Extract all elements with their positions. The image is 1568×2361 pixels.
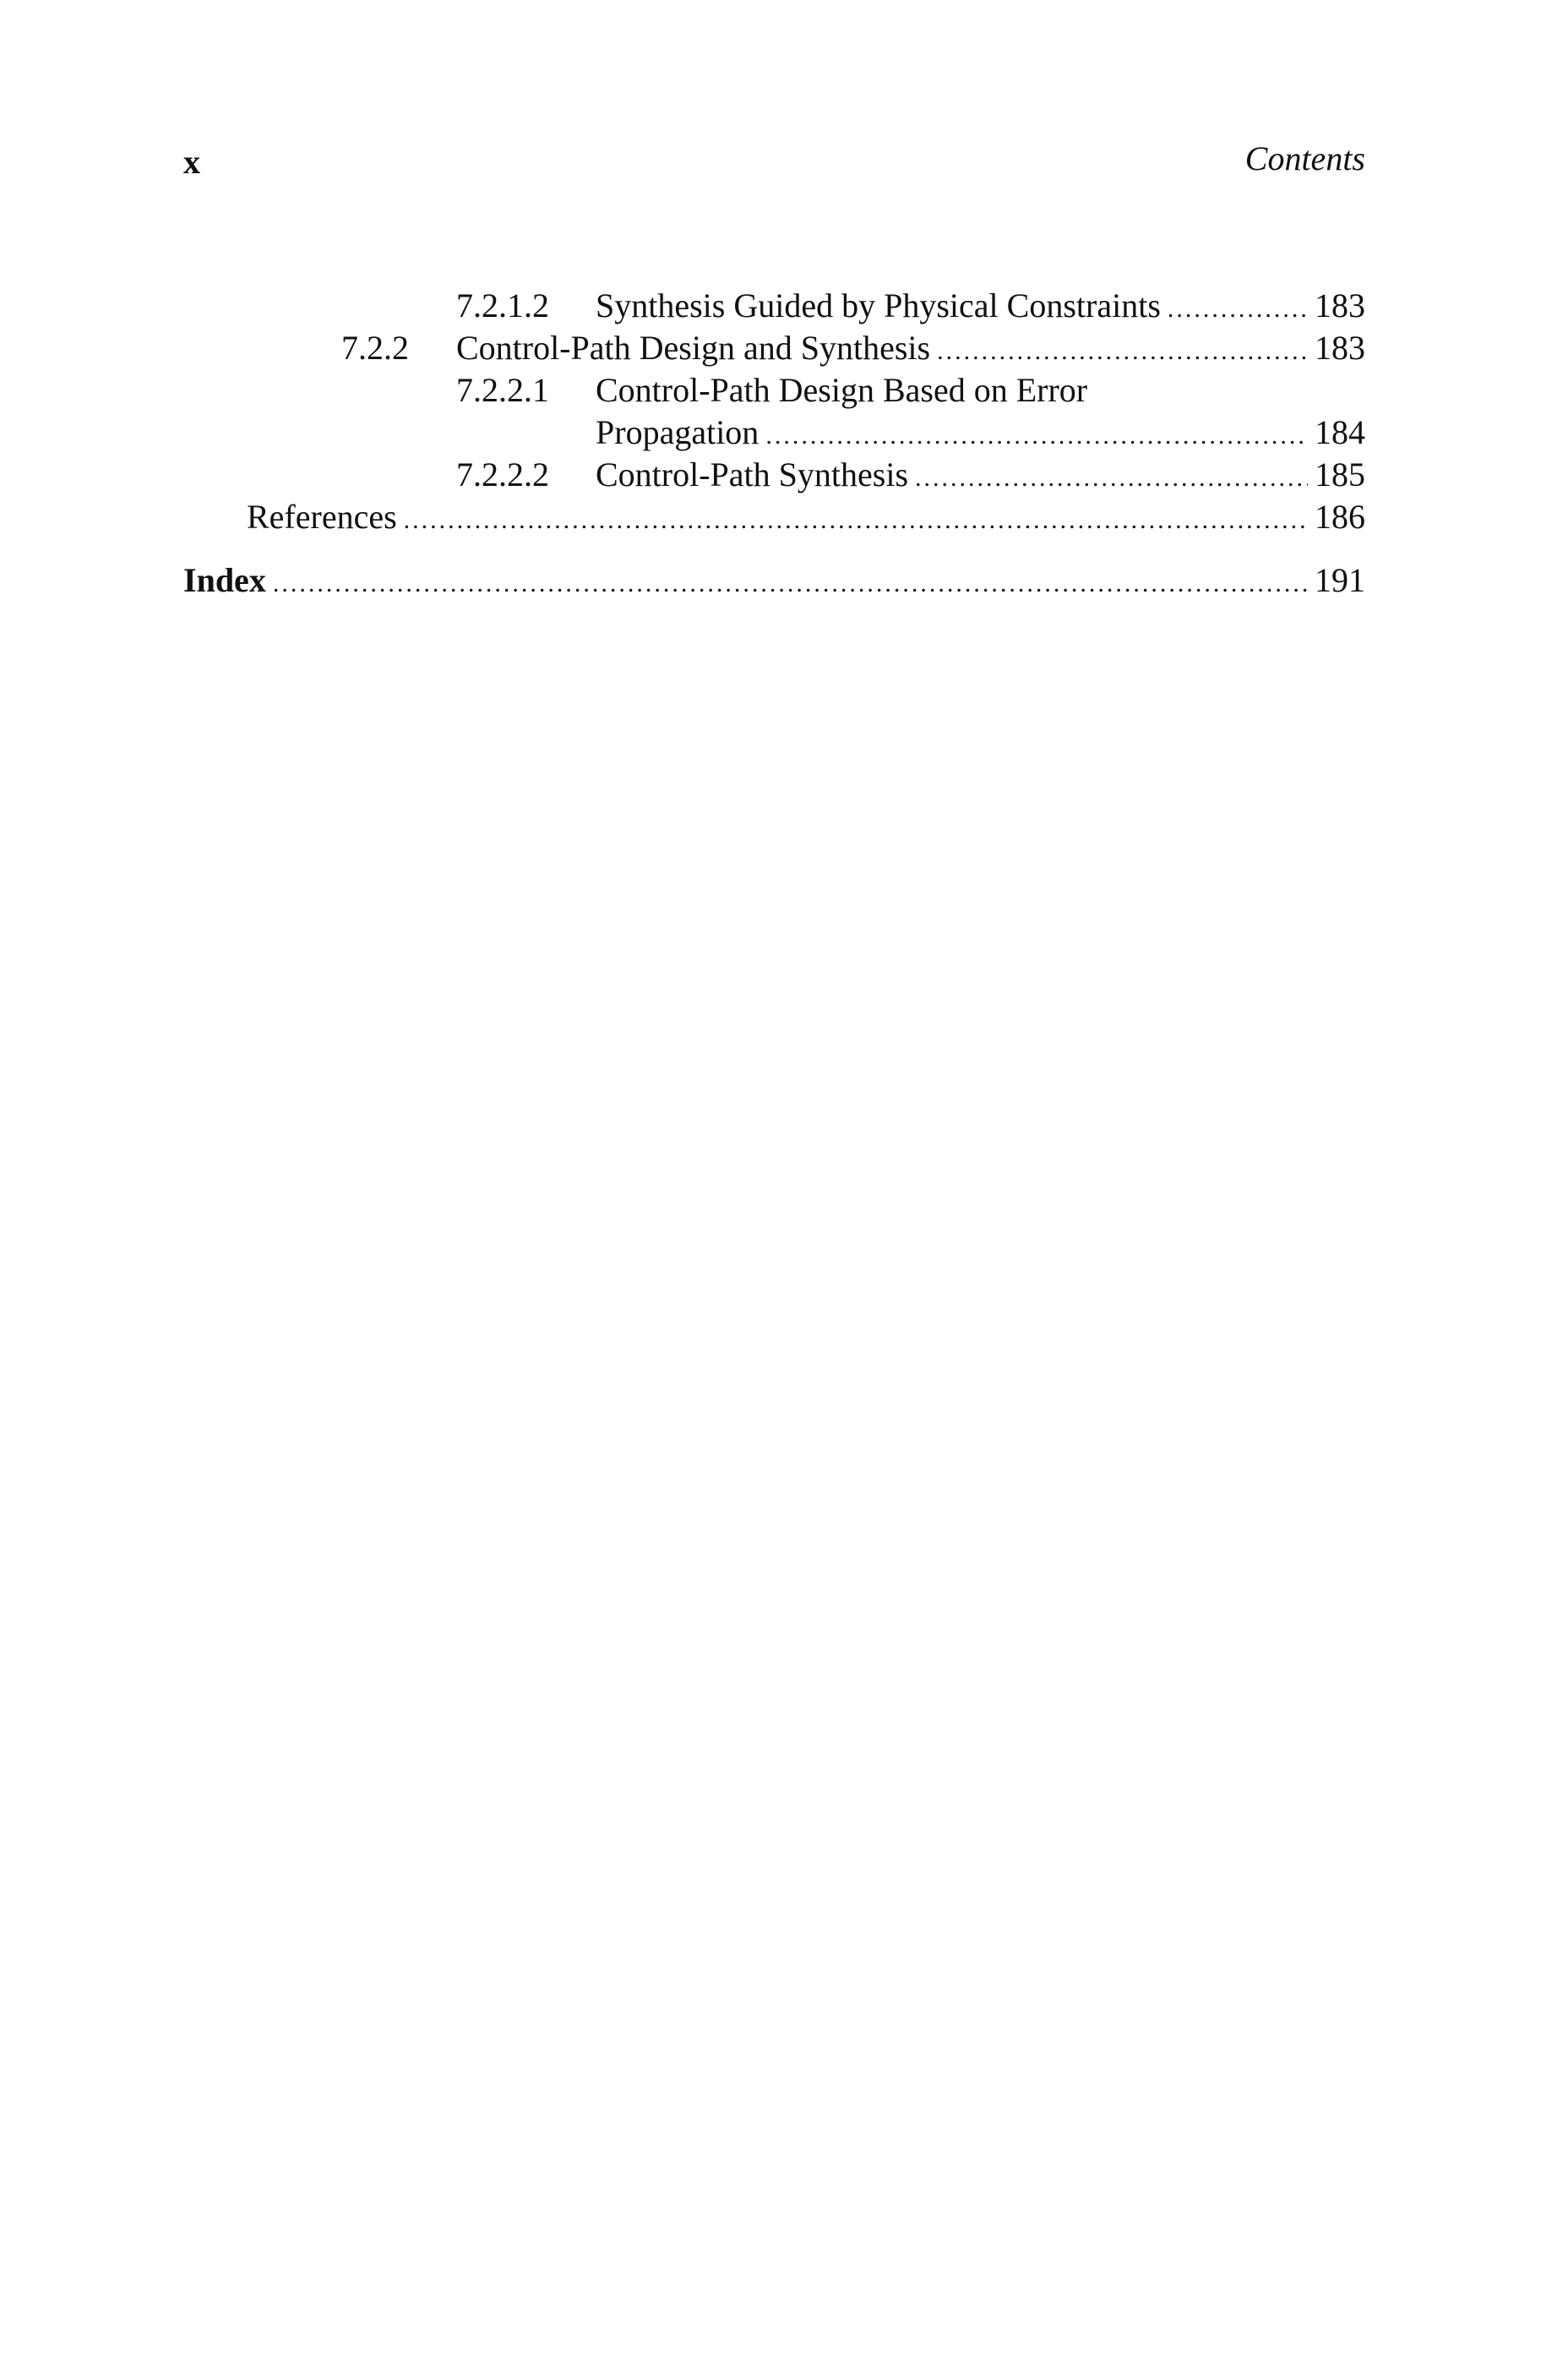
toc-entry-title: Index xyxy=(183,561,266,599)
toc-entry-title: Control-Path Design Based on Error xyxy=(596,371,1088,409)
toc-leader-dots xyxy=(1168,288,1308,330)
toc-entry-page: 183 xyxy=(1315,329,1365,367)
toc-entry-page: 191 xyxy=(1315,561,1365,599)
toc-entry-7-2-2-1[interactable] xyxy=(456,369,1365,412)
toc-entry-7-2-1-2[interactable] xyxy=(456,285,1365,327)
toc-entry-title: References xyxy=(247,498,397,536)
running-head: Contents xyxy=(1244,139,1365,177)
toc-entry-number: 7.2.2.1 xyxy=(456,371,549,409)
toc-entry-7-2-2[interactable] xyxy=(341,327,1365,369)
toc-entry-page: 185 xyxy=(1315,455,1365,493)
toc-entry-number: 7.2.1.2 xyxy=(456,286,549,324)
toc-entry-number: 7.2.2 xyxy=(341,329,409,367)
toc-entry-number: 7.2.2.2 xyxy=(456,455,549,493)
toc-entry-title: Synthesis Guided by Physical Constraints xyxy=(596,286,1161,324)
toc-entry-7-2-2-2[interactable] xyxy=(456,454,1365,496)
toc-entry-page: 186 xyxy=(1315,498,1365,536)
toc-entry-page: 184 xyxy=(1315,413,1365,451)
toc-entry-7-2-2-1-continuation[interactable] xyxy=(596,412,1365,454)
toc-leader-dots xyxy=(404,499,1308,542)
toc-entry-index[interactable] xyxy=(183,559,1365,602)
toc-entry-title: Control-Path Synthesis xyxy=(596,455,909,493)
toc-leader-dots xyxy=(273,563,1308,605)
toc-entry-references[interactable] xyxy=(247,496,1365,538)
toc-leader-dots xyxy=(937,330,1308,373)
toc-entry-title: Propagation xyxy=(596,413,760,451)
page-number: x xyxy=(183,143,200,181)
toc-entry-title: Control-Path Design and Synthesis xyxy=(456,329,931,367)
toc-entry-page: 183 xyxy=(1315,286,1365,324)
toc-leader-dots xyxy=(765,415,1308,457)
toc-leader-dots xyxy=(915,457,1308,499)
